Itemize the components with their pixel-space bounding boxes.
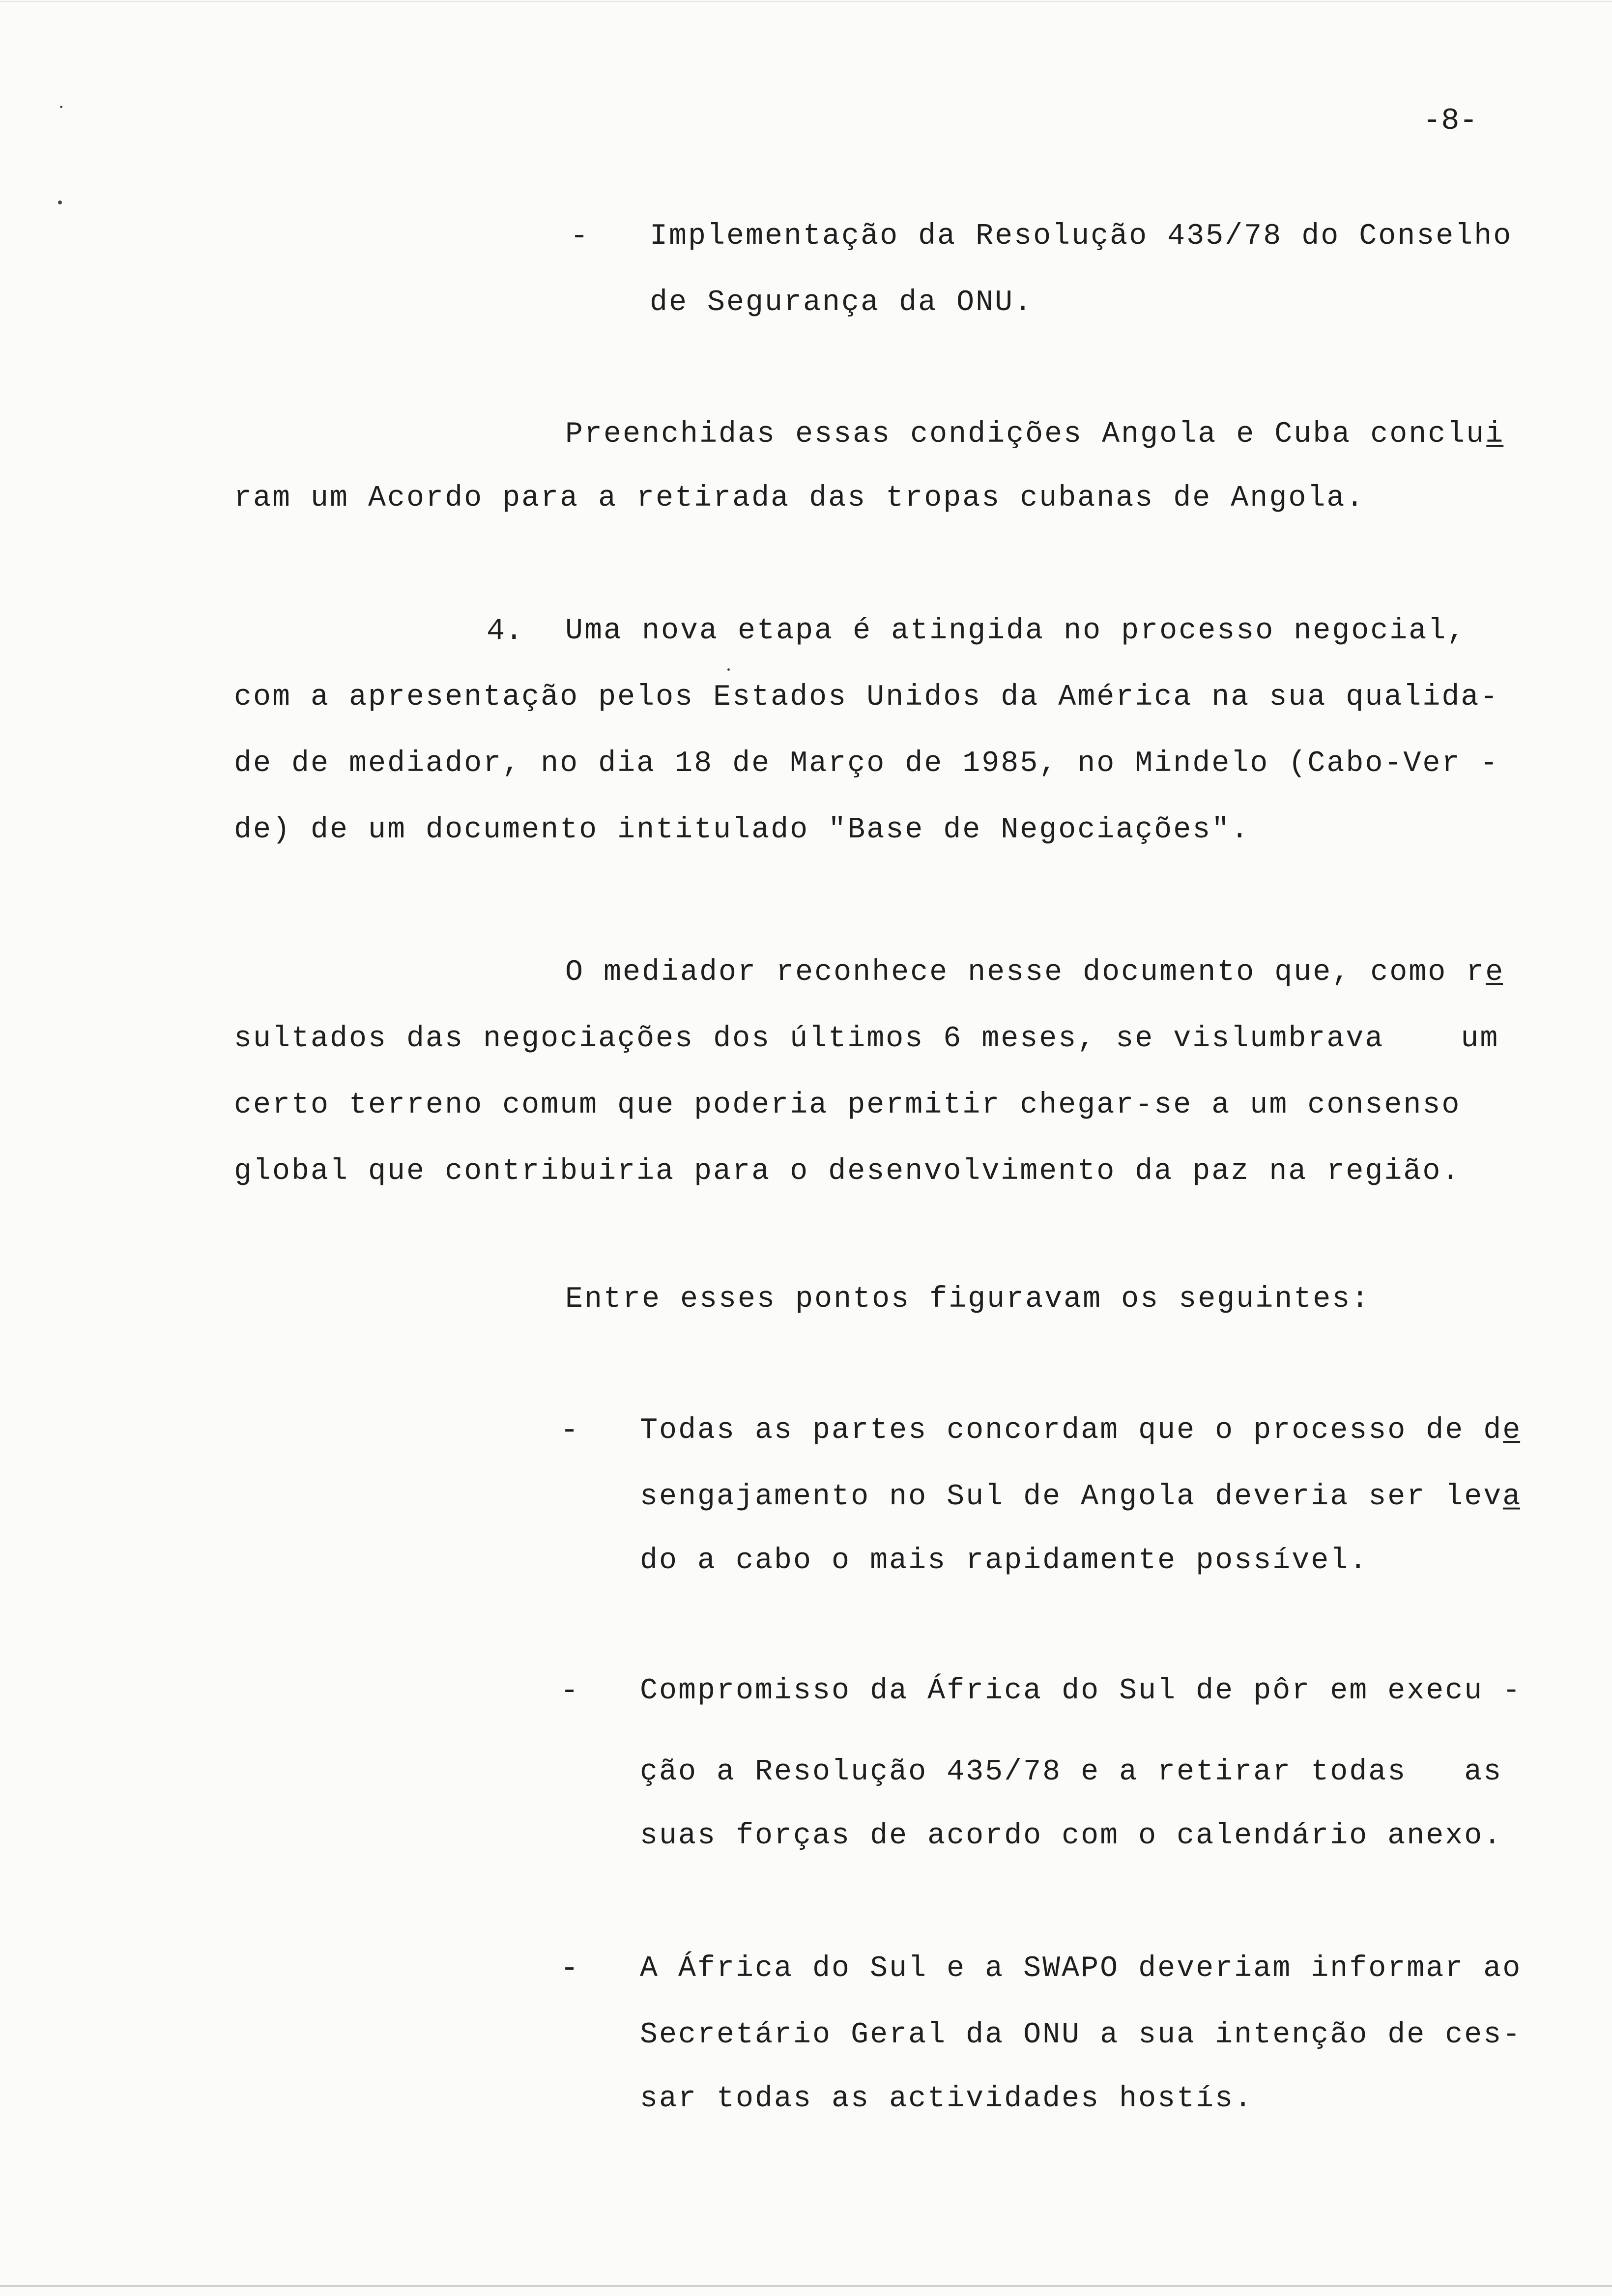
para2-line-4: de) de um documento intitulado "Base de Negociações". bbox=[234, 813, 1250, 847]
para2-line-3: de de mediador, no dia 18 de Março de 1985, no Mindelo (Cabo-Ver - bbox=[234, 747, 1499, 780]
bullet-dash: - bbox=[560, 1413, 579, 1448]
page-top-edge bbox=[0, 1, 1612, 2]
para2-line-2: com a apresentação pelos Estados Unidos da América na sua qualida- bbox=[234, 681, 1499, 714]
item-c-line-3: suas forças de acordo com o calendário anexo. bbox=[640, 1819, 1503, 1853]
item-a-line-1: Implementação da Resolução 435/78 do Conselho bbox=[650, 220, 1513, 253]
para2-number: 4. bbox=[487, 613, 523, 648]
item-d-line-3: sar todas as actividades hostís. bbox=[640, 2082, 1254, 2116]
para3-line-3: certo terreno comum que poderia permitir chegar-se a um consenso bbox=[234, 1089, 1461, 1122]
item-b-line-2: sengajamento no Sul de Angola deveria ser leva̲ bbox=[640, 1480, 1522, 1514]
para1-line-1: Preenchidas essas condições Angola e Cuba conclui̲ bbox=[565, 418, 1505, 451]
page-number: -8- bbox=[1423, 103, 1478, 138]
scan-speck bbox=[60, 106, 62, 108]
para4-line-1: Entre esses pontos figuravam os seguintes: bbox=[565, 1283, 1371, 1316]
item-a-line-2: de Segurança da ONU. bbox=[650, 286, 1034, 319]
para3-line-1: O mediador reconhece nesse documento que, como re̲ bbox=[565, 956, 1505, 989]
page-bottom-edge bbox=[0, 2285, 1612, 2287]
para1-line-2: ram um Acordo para a retirada das tropas cubanas de Angola. bbox=[234, 482, 1365, 515]
para3-line-4: global que contribuiria para o desenvolvimento da paz na região. bbox=[234, 1155, 1461, 1188]
item-c-line-2: ção a Resolução 435/78 e a retirar todas as bbox=[640, 1755, 1503, 1789]
item-d-line-2: Secretário Geral da ONU a sua intenção de ces- bbox=[640, 2018, 1522, 2052]
scan-speck bbox=[727, 668, 730, 671]
bullet-dash: - bbox=[570, 219, 589, 254]
item-b-line-3: do a cabo o mais rapidamente possível. bbox=[640, 1544, 1369, 1578]
bullet-dash: - bbox=[560, 1951, 579, 1986]
item-b-line-1: Todas as partes concordam que o processo de de̲ bbox=[640, 1414, 1522, 1447]
item-c-line-1: Compromisso da África do Sul de pôr em execu - bbox=[640, 1674, 1522, 1708]
bullet-dash: - bbox=[560, 1673, 579, 1708]
para2-line-1: Uma nova etapa é atingida no processo negocial, bbox=[565, 614, 1467, 648]
item-d-line-1: A África do Sul e a SWAPO deveriam informar ao bbox=[640, 1952, 1522, 1985]
para3-line-2: sultados das negociações dos últimos 6 meses, se vislumbrava um bbox=[234, 1022, 1499, 1056]
scan-speck bbox=[58, 201, 62, 204]
